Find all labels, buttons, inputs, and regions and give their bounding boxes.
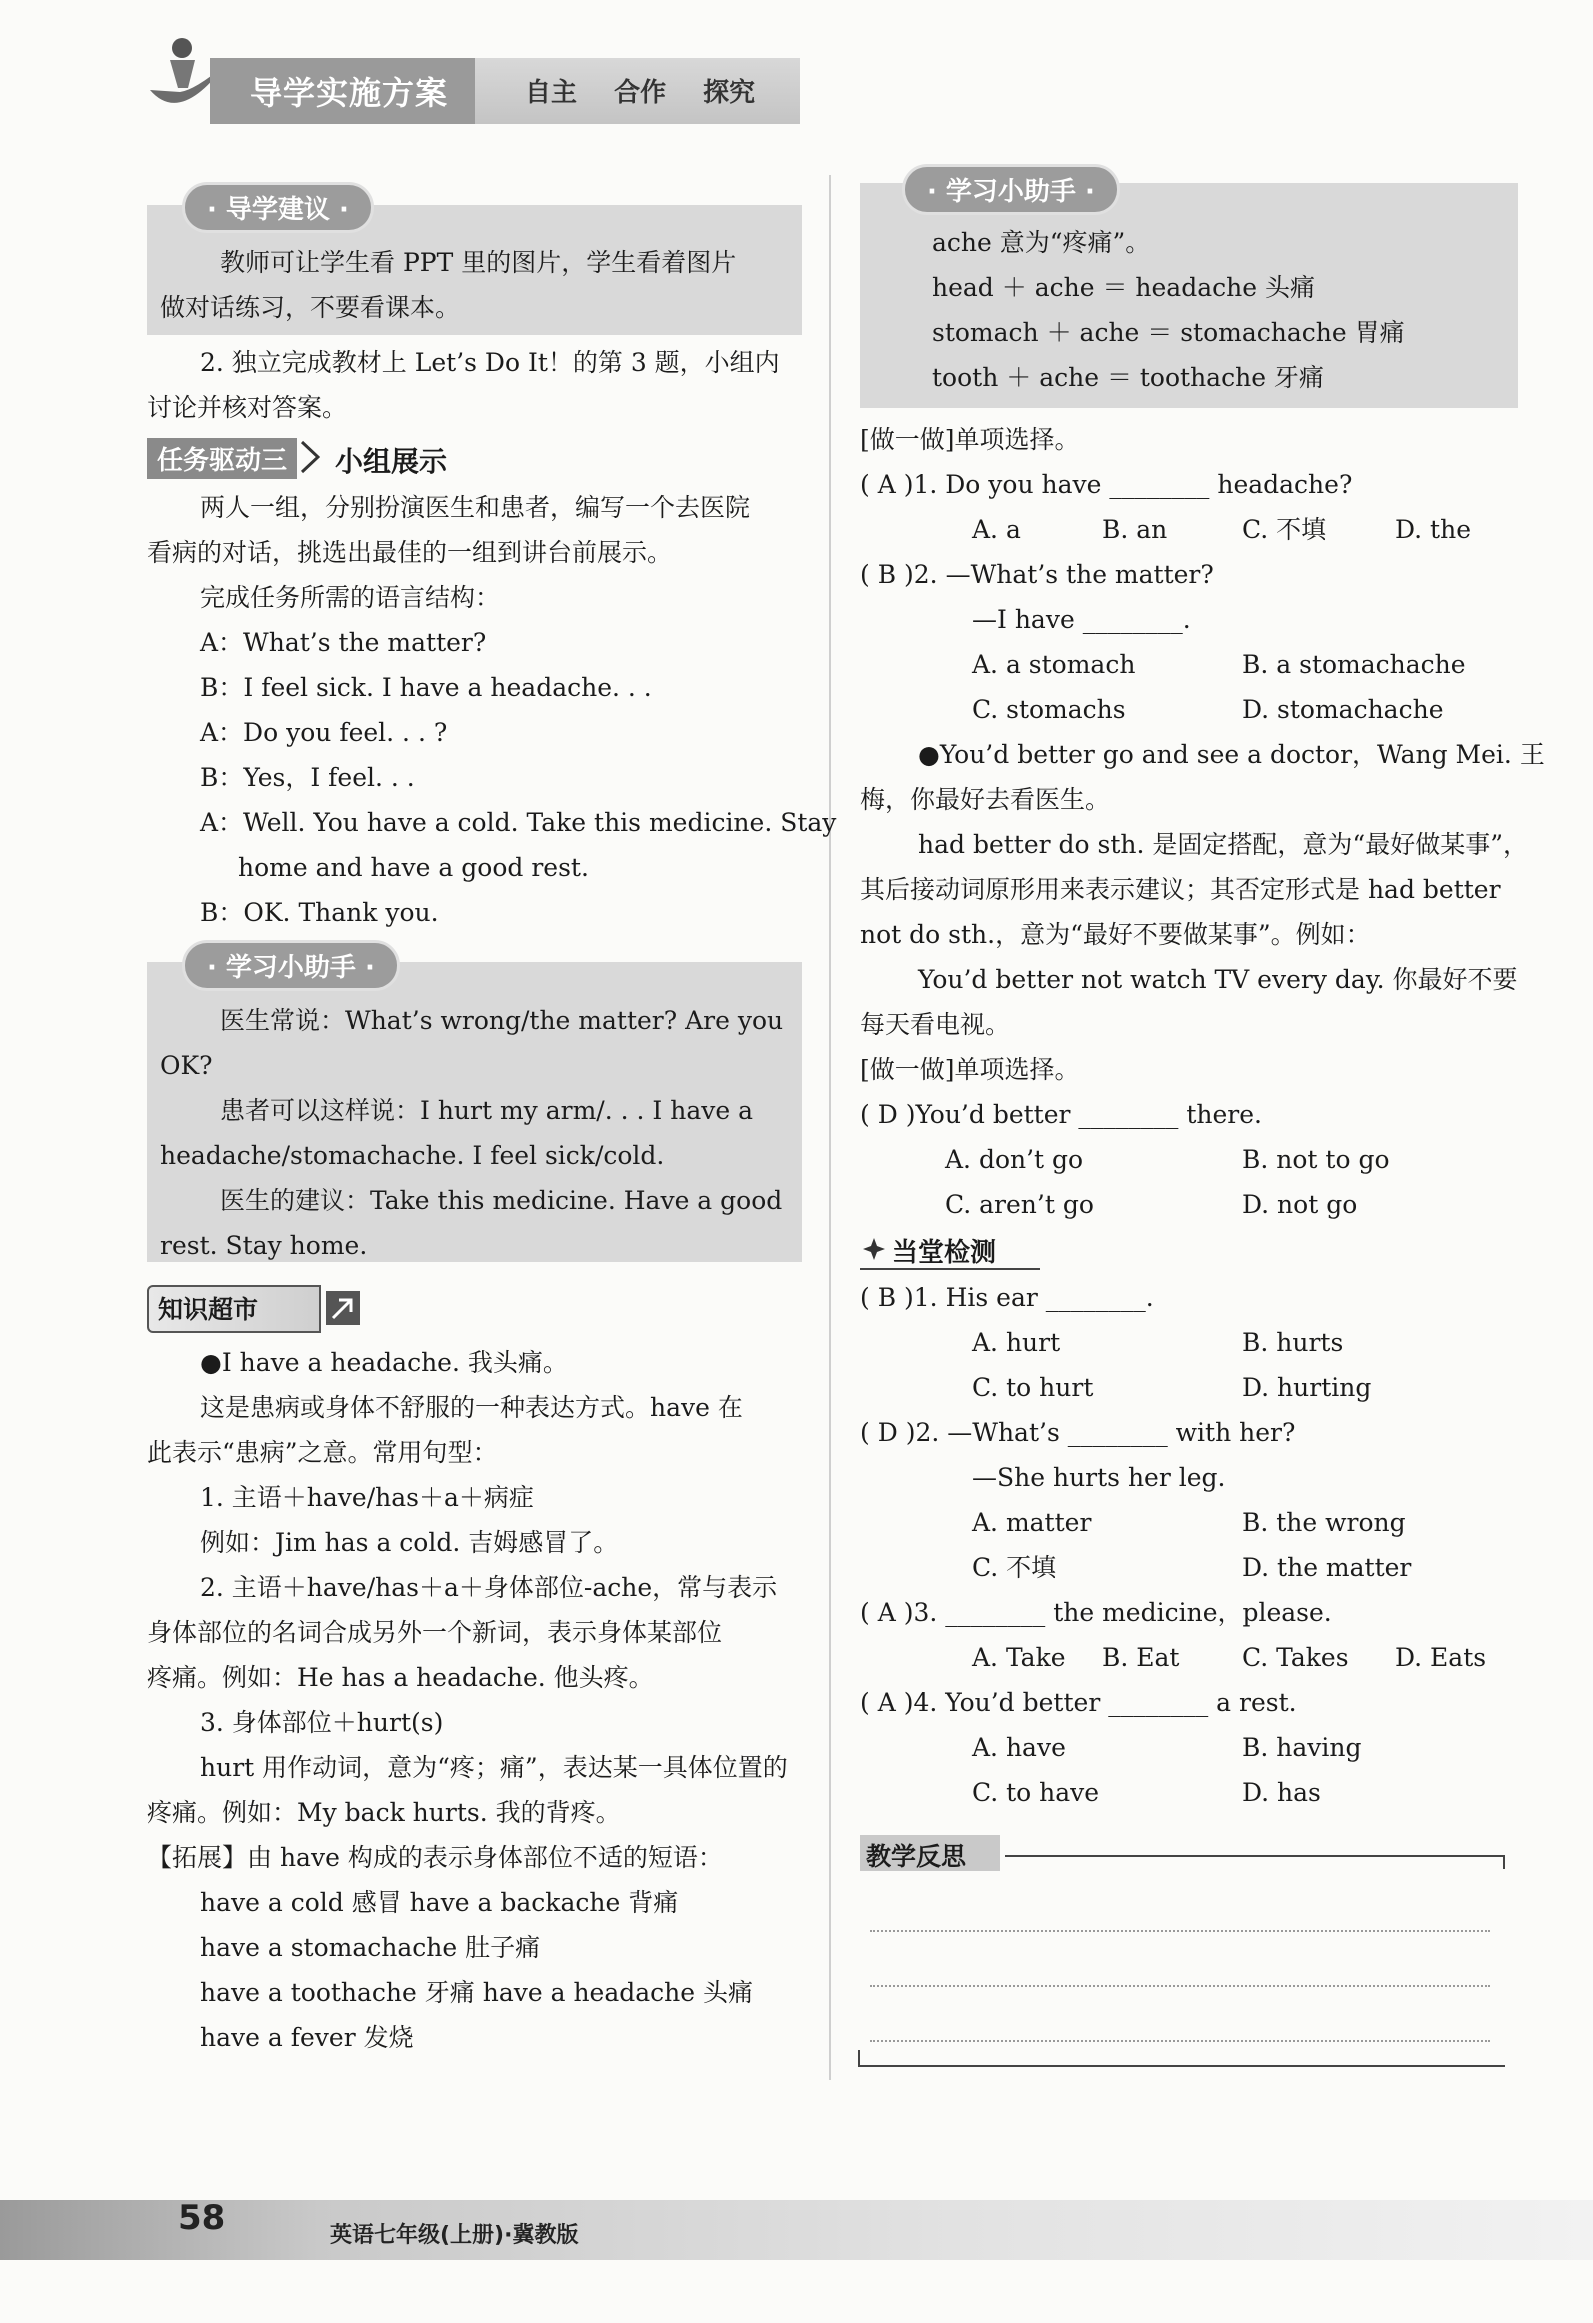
option: A. hurt [972, 1328, 1061, 1357]
dialogue-line: A：Well. You have a cold. Take this medicine. Stay [200, 808, 837, 837]
option: C. 不填 [1242, 515, 1327, 544]
knowledge-line: 疼痛。例如：My back hurts. 我的背疼。 [147, 1798, 621, 1827]
test-2-sub: —She hurts her leg. [972, 1463, 1226, 1492]
task-title: 小组展示 [335, 445, 448, 478]
page-header [0, 0, 1593, 140]
reflect-line [870, 1985, 1490, 1987]
question-1: ( A )1. Do you have ________ headache? [860, 470, 1353, 499]
option: D. the matter [1242, 1553, 1412, 1582]
helper-line-right: tooth ＋ ache ＝ toothache 牙痛 [932, 363, 1324, 392]
helper-label: · 学习小助手 · [185, 943, 397, 988]
star-icon [862, 1237, 886, 1261]
helper-line-right: ache 意为“疼痛”。 [932, 228, 1151, 257]
option: B. the wrong [1242, 1508, 1406, 1537]
page-number: 58 [178, 2198, 226, 2238]
dialogue-line: B：Yes，I feel. . . [200, 763, 415, 792]
helper-label-right: · 学习小助手 · [905, 167, 1117, 212]
option: C. Takes [1242, 1643, 1349, 1672]
book-title: 英语七年级(上册)·冀教版 [330, 2223, 579, 2248]
tag-tanjiu: 探究 [703, 78, 756, 108]
knowledge-line: have a fever 发烧 [200, 2023, 414, 2052]
column-divider [829, 175, 831, 2080]
option: B. a stomachache [1242, 650, 1466, 679]
task-tag: 任务驱动三 [147, 438, 297, 479]
option: C. stomachs [972, 695, 1126, 724]
option: D. the [1395, 515, 1471, 544]
guide-text: 教师可让学生看 PPT 里的图片，学生看着图片 [220, 248, 737, 277]
knowledge-line: have a toothache 牙痛 have a headache 头痛 [200, 1978, 753, 2007]
section-title: 导学实施方案 [250, 74, 449, 112]
helper-line: 医生常说：What’s wrong/the matter? Are you [220, 1006, 784, 1035]
practice-label: [做一做]单项选择。 [860, 425, 1080, 454]
dialogue-line: A：Do you feel. . . ? [200, 718, 448, 747]
knowledge-line: ●I have a headache. 我头痛。 [200, 1348, 568, 1377]
guide-text: 做对话练习，不要看课本。 [160, 293, 461, 322]
reflect-label: 教学反思 [866, 1842, 967, 1871]
knowledge-line: 这是患病或身体不舒服的一种表达方式。have 在 [200, 1393, 743, 1422]
arrow-icon [300, 440, 320, 474]
option: D. has [1242, 1778, 1321, 1807]
item-2: 2. 独立完成教材上 Let’s Do It！的第 3 题，小组内 [200, 348, 780, 377]
option: C. to have [972, 1778, 1100, 1807]
option: B. Eat [1102, 1643, 1180, 1672]
note-line: had better do sth. 是固定搭配，意为“最好做某事”， [918, 830, 1528, 859]
item-2: 讨论并核对答案。 [147, 393, 348, 422]
test-4: ( A )4. You’d better ________ a rest. [860, 1688, 1297, 1717]
knowledge-label: 知识超市 [158, 1295, 259, 1324]
option: C. 不填 [972, 1553, 1057, 1582]
knowledge-line: 2. 主语＋have/has＋a＋身体部位-ache，常与表示 [200, 1573, 778, 1602]
knowledge-line: hurt 用作动词，意为“疼；痛”，表达某一具体位置的 [200, 1753, 788, 1782]
question-3: ( D )You’d better ________ there. [860, 1100, 1262, 1129]
helper-line: 患者可以这样说：I hurt my arm/. . . I have a [220, 1096, 754, 1125]
knowledge-line: 身体部位的名词合成另外一个新词，表示身体某部位 [147, 1618, 723, 1647]
dialogue-line: B：OK. Thank you. [200, 898, 439, 927]
arrow-box-icon [325, 1290, 361, 1326]
option: B. not to go [1242, 1145, 1390, 1174]
guide-label: · 导学建议 · [185, 185, 371, 230]
question-2: ( B )2. —What’s the matter? [860, 560, 1214, 589]
helper-line: headache/stomachache. I feel sick/cold. [160, 1141, 665, 1170]
header-tags [525, 72, 783, 109]
dialogue-line: A：What’s the matter? [200, 628, 487, 657]
option: A. matter [972, 1508, 1092, 1537]
knowledge-line: 3. 身体部位＋hurt(s) [200, 1708, 444, 1737]
note-line: 每天看电视。 [860, 1010, 1011, 1039]
helper-line: OK? [160, 1051, 213, 1080]
helper-line-right: stomach ＋ ache ＝ stomachache 胃痛 [932, 318, 1405, 347]
option: A. don’t go [945, 1145, 1084, 1174]
note-line: ●You’d better go and see a doctor，Wang Mei. 王 [918, 740, 1545, 769]
knowledge-line: have a stomachache 肚子痛 [200, 1933, 541, 1962]
helper-line: 医生的建议：Take this medicine. Have a good [220, 1186, 783, 1215]
note-line: 其后接动词原形用来表示建议；其否定形式是 had better [860, 875, 1501, 904]
check-label: 当堂检测 [892, 1238, 997, 1268]
knowledge-line: 此表示“患病”之意。常用句型： [147, 1438, 498, 1467]
option: D. Eats [1395, 1643, 1487, 1672]
option: A. a stomach [972, 650, 1136, 679]
option: B. an [1102, 515, 1168, 544]
dialogue-line: B：I feel sick. I have a headache. . . [200, 673, 652, 702]
practice-label: [做一做]单项选择。 [860, 1055, 1080, 1084]
note-line: You’d better not watch TV every day. 你最好不要 [918, 965, 1518, 994]
reflect-line [870, 2040, 1490, 2042]
option: A. Take [972, 1643, 1066, 1672]
structure-label: 完成任务所需的语言结构： [200, 583, 501, 612]
footer-bar [0, 2200, 1593, 2260]
option: C. to hurt [972, 1373, 1094, 1402]
reflect-line [870, 1930, 1490, 1932]
option: D. hurting [1242, 1373, 1372, 1402]
helper-line-right: head ＋ ache ＝ headache 头痛 [932, 273, 1315, 302]
option: B. having [1242, 1733, 1362, 1762]
option: A. have [972, 1733, 1066, 1762]
task-desc: 两人一组，分别扮演医生和患者，编写一个去医院 [200, 493, 751, 522]
option: A. a [972, 515, 1021, 544]
tag-hezuo: 合作 [614, 78, 667, 108]
task-desc: 看病的对话，挑选出最佳的一组到讲台前展示。 [147, 538, 673, 567]
option: D. stomachache [1242, 695, 1444, 724]
option: D. not go [1242, 1190, 1358, 1219]
knowledge-line: 1. 主语＋have/has＋a＋病症 [200, 1483, 534, 1512]
test-1: ( B )1. His ear ________. [860, 1283, 1154, 1312]
dialogue-line: home and have a good rest. [238, 853, 589, 882]
test-2: ( D )2. —What’s ________ with her? [860, 1418, 1296, 1447]
knowledge-line: 疼痛。例如：He has a headache. 他头疼。 [147, 1663, 654, 1692]
question-2-sub: —I have ________. [972, 605, 1191, 634]
helper-line: rest. Stay home. [160, 1231, 368, 1260]
knowledge-line: 例如：Jim has a cold. 吉姆感冒了。 [200, 1528, 619, 1557]
note-line: 梅，你最好去看医生。 [860, 785, 1111, 814]
note-line: not do sth.，意为“最好不要做某事”。例如： [860, 920, 1371, 949]
option: B. hurts [1242, 1328, 1344, 1357]
knowledge-line: have a cold 感冒 have a backache 背痛 [200, 1888, 679, 1917]
knowledge-line: 【拓展】由 have 构成的表示身体部位不适的短语： [147, 1843, 723, 1872]
test-3: ( A )3. ________ the medicine，please. [860, 1598, 1332, 1627]
tag-zizhu: 自主 [525, 78, 578, 108]
option: C. aren’t go [945, 1190, 1094, 1219]
